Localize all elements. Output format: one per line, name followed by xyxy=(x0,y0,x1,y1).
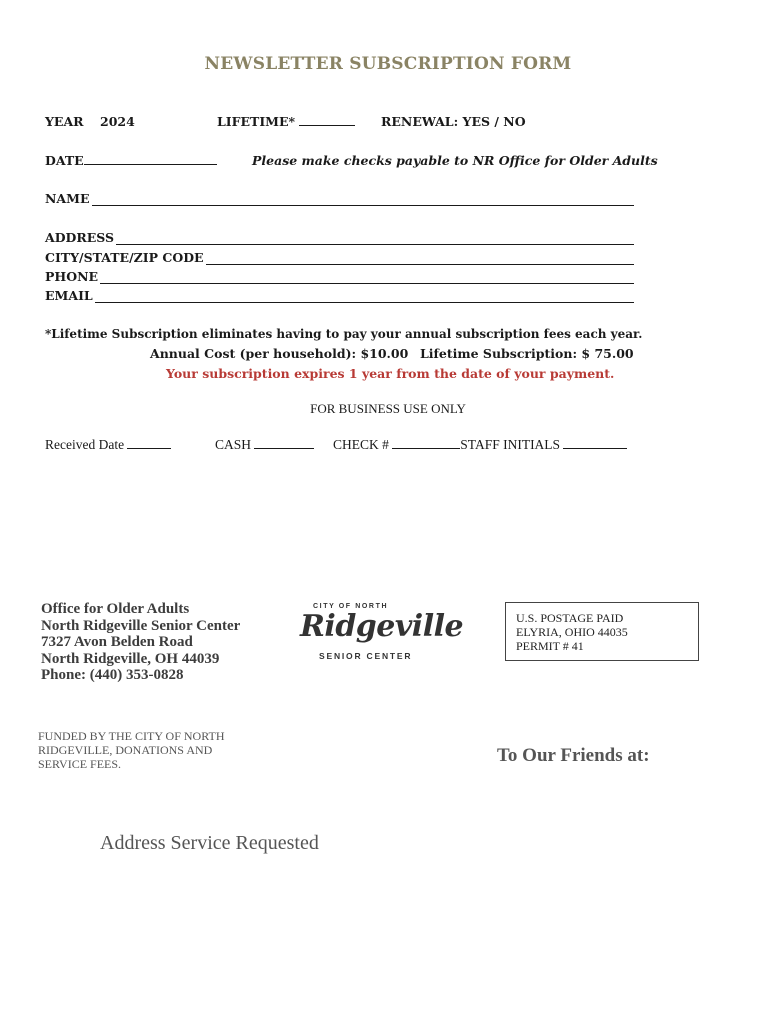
postage-line: PERMIT # 41 xyxy=(516,639,584,653)
lifetime-blank[interactable] xyxy=(299,114,355,126)
address-field[interactable] xyxy=(45,230,634,245)
form-title: NEWSLETTER SUBSCRIPTION FORM xyxy=(204,54,572,74)
postage-line: U.S. POSTAGE PAID xyxy=(516,611,624,625)
name-blank[interactable] xyxy=(92,194,635,206)
office-line: Phone: (440) 353-0828 xyxy=(41,667,184,683)
renewal-label: RENEWAL: YES / NO xyxy=(381,114,526,129)
name-field[interactable] xyxy=(45,191,634,206)
lifetime-label: LIFETIME* xyxy=(217,114,296,129)
business-header: FOR BUSINESS USE ONLY xyxy=(310,401,466,416)
expiry-note: Your subscription expires 1 year from the date of your payment. xyxy=(166,366,615,381)
email-label: EMAIL xyxy=(45,288,93,303)
year-label: YEAR xyxy=(45,114,84,129)
date-field[interactable] xyxy=(45,153,217,168)
lifetime-field[interactable] xyxy=(217,114,355,129)
funded-note: FUNDED BY THE CITY OF NORTH RIDGEVILLE, DONATIONS AND SERVICE FEES. xyxy=(38,729,225,771)
check-label: CHECK # xyxy=(333,437,389,452)
date-label: DATE xyxy=(45,153,84,168)
postage-box xyxy=(505,602,699,661)
office-line: North Ridgeville, OH 44039 xyxy=(41,650,220,667)
address-blank[interactable] xyxy=(116,233,634,245)
office-line: Office for Older Adults xyxy=(41,601,190,617)
address-service-requested: Address Service Requested xyxy=(100,832,319,854)
check-field[interactable] xyxy=(333,437,627,453)
received-date-label: Received Date xyxy=(45,437,125,452)
email-blank[interactable] xyxy=(95,291,634,303)
checks-note: Please make checks payable to NR Office for Older Adults xyxy=(252,153,658,168)
office-address xyxy=(41,601,240,684)
cash-field[interactable] xyxy=(215,437,314,453)
logo-script-text: Ridgeville xyxy=(300,609,464,644)
address-label: ADDRESS xyxy=(45,230,115,245)
cash-label: CASH xyxy=(215,437,252,452)
name-label: NAME xyxy=(45,191,90,206)
friends-heading: To Our Friends at: xyxy=(497,745,650,766)
email-field[interactable] xyxy=(45,288,634,303)
city-label: CITY/STATE/ZIP CODE xyxy=(45,250,204,265)
date-blank[interactable] xyxy=(84,153,217,165)
phone-blank[interactable] xyxy=(100,272,634,284)
city-field[interactable] xyxy=(45,250,634,265)
office-line: 7327 Avon Belden Road xyxy=(41,634,193,650)
logo-bottom-text: SENIOR CENTER xyxy=(319,651,413,661)
phone-label: PHONE xyxy=(45,269,99,284)
staff-initials-label: STAFF INITIALS xyxy=(460,437,561,452)
lifetime-note: *Lifetime Subscription eliminates having to pay your annual subscription fees each year. xyxy=(45,327,643,341)
check-blank[interactable] xyxy=(392,437,460,449)
received-date-field[interactable] xyxy=(45,437,171,453)
phone-field[interactable] xyxy=(45,269,634,284)
staff-initials-blank[interactable] xyxy=(563,437,627,449)
annual-cost: Annual Cost (per household): $10.00 xyxy=(150,346,409,361)
year-value: 2024 xyxy=(100,114,135,129)
logo-top-text: CITY OF NORTH xyxy=(313,603,389,610)
cash-blank[interactable] xyxy=(254,437,314,449)
city-blank[interactable] xyxy=(206,253,634,265)
ridgeville-logo xyxy=(296,603,464,663)
postage-line: ELYRIA, OHIO 44035 xyxy=(516,625,628,639)
office-line: North Ridgeville Senior Center xyxy=(41,617,241,634)
lifetime-cost: Lifetime Subscription: $ 75.00 xyxy=(420,346,634,361)
received-date-blank[interactable] xyxy=(127,437,171,449)
